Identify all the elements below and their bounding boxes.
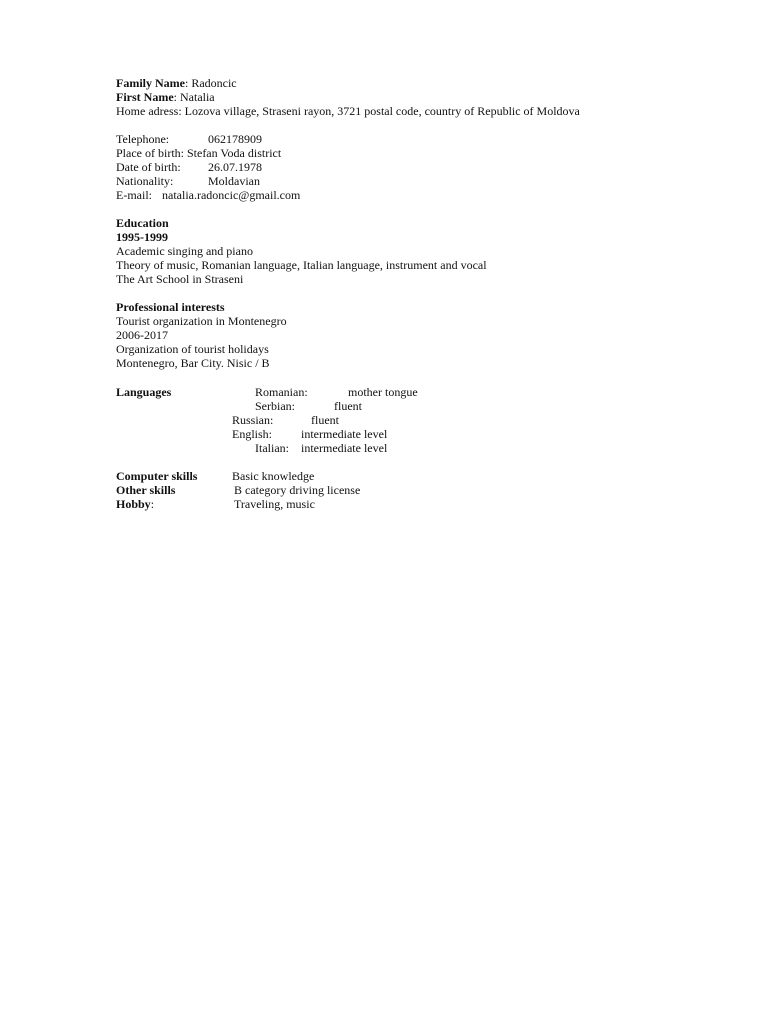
- nationality-label: Nationality:: [116, 174, 174, 188]
- language-level: fluent: [334, 399, 362, 413]
- language-level: fluent: [311, 413, 339, 427]
- professional-line-2: 2006-2017: [116, 328, 168, 342]
- first-name-label: First Name: [116, 90, 174, 104]
- family-name-value: : Radoncic: [184, 76, 237, 90]
- education-line-3: The Art School in Straseni: [116, 272, 244, 286]
- language-level: intermediate level: [301, 427, 388, 441]
- telephone-label: Telephone:: [116, 132, 170, 146]
- language-name: English:: [232, 427, 273, 441]
- hobby-line: [116, 497, 154, 511]
- computer-skills-label: Computer skills: [116, 469, 198, 483]
- language-level: intermediate level: [301, 441, 388, 455]
- other-skills-label: Other skills: [116, 483, 176, 497]
- professional-heading: Professional interests: [116, 300, 225, 314]
- education-years: 1995-1999: [116, 230, 168, 244]
- family-name-line: [116, 76, 237, 90]
- languages-heading: Languages: [116, 385, 172, 399]
- hobby-value: Traveling, music: [234, 497, 315, 511]
- email-line: [116, 188, 301, 202]
- home-address: Home adress: Lozova village, Straseni rayon, 3721 postal code, country of Republic of Moldova: [116, 104, 580, 118]
- dob-line: [116, 160, 262, 174]
- education-line-1: Academic singing and piano: [116, 244, 253, 258]
- place-of-birth: Place of birth: Stefan Voda district: [116, 146, 282, 160]
- hobby-colon: :: [150, 497, 155, 511]
- family-name-label: Family Name: [116, 76, 185, 90]
- professional-line-4: Montenegro, Bar City. Nisic / B: [116, 356, 270, 370]
- email-value: natalia.radoncic@gmail.com: [162, 188, 301, 202]
- hobby-label: Hobby: [116, 497, 151, 511]
- first-name-value: : Natalia: [173, 90, 215, 104]
- nationality-line: [116, 174, 260, 188]
- first-name-line: [116, 90, 215, 104]
- dob-label: Date of birth:: [116, 160, 181, 174]
- language-name: Russian:: [232, 413, 274, 427]
- nationality-value: Moldavian: [208, 174, 260, 188]
- language-name: Romanian:: [255, 385, 308, 399]
- other-skills-value: B category driving license: [234, 483, 361, 497]
- education-heading: Education: [116, 216, 169, 230]
- dob-value: 26.07.1978: [208, 160, 262, 174]
- language-level: mother tongue: [348, 385, 418, 399]
- telephone-line: [116, 132, 262, 146]
- email-label: E-mail:: [116, 188, 152, 202]
- language-name: Italian:: [255, 441, 289, 455]
- telephone-value: 062178909: [208, 132, 262, 146]
- professional-line-1: Tourist organization in Montenegro: [116, 314, 287, 328]
- computer-skills-value: Basic knowledge: [232, 469, 315, 483]
- professional-line-3: Organization of tourist holidays: [116, 342, 269, 356]
- language-name: Serbian:: [255, 399, 295, 413]
- education-line-2: Theory of music, Romanian language, Italian language, instrument and vocal: [116, 258, 487, 272]
